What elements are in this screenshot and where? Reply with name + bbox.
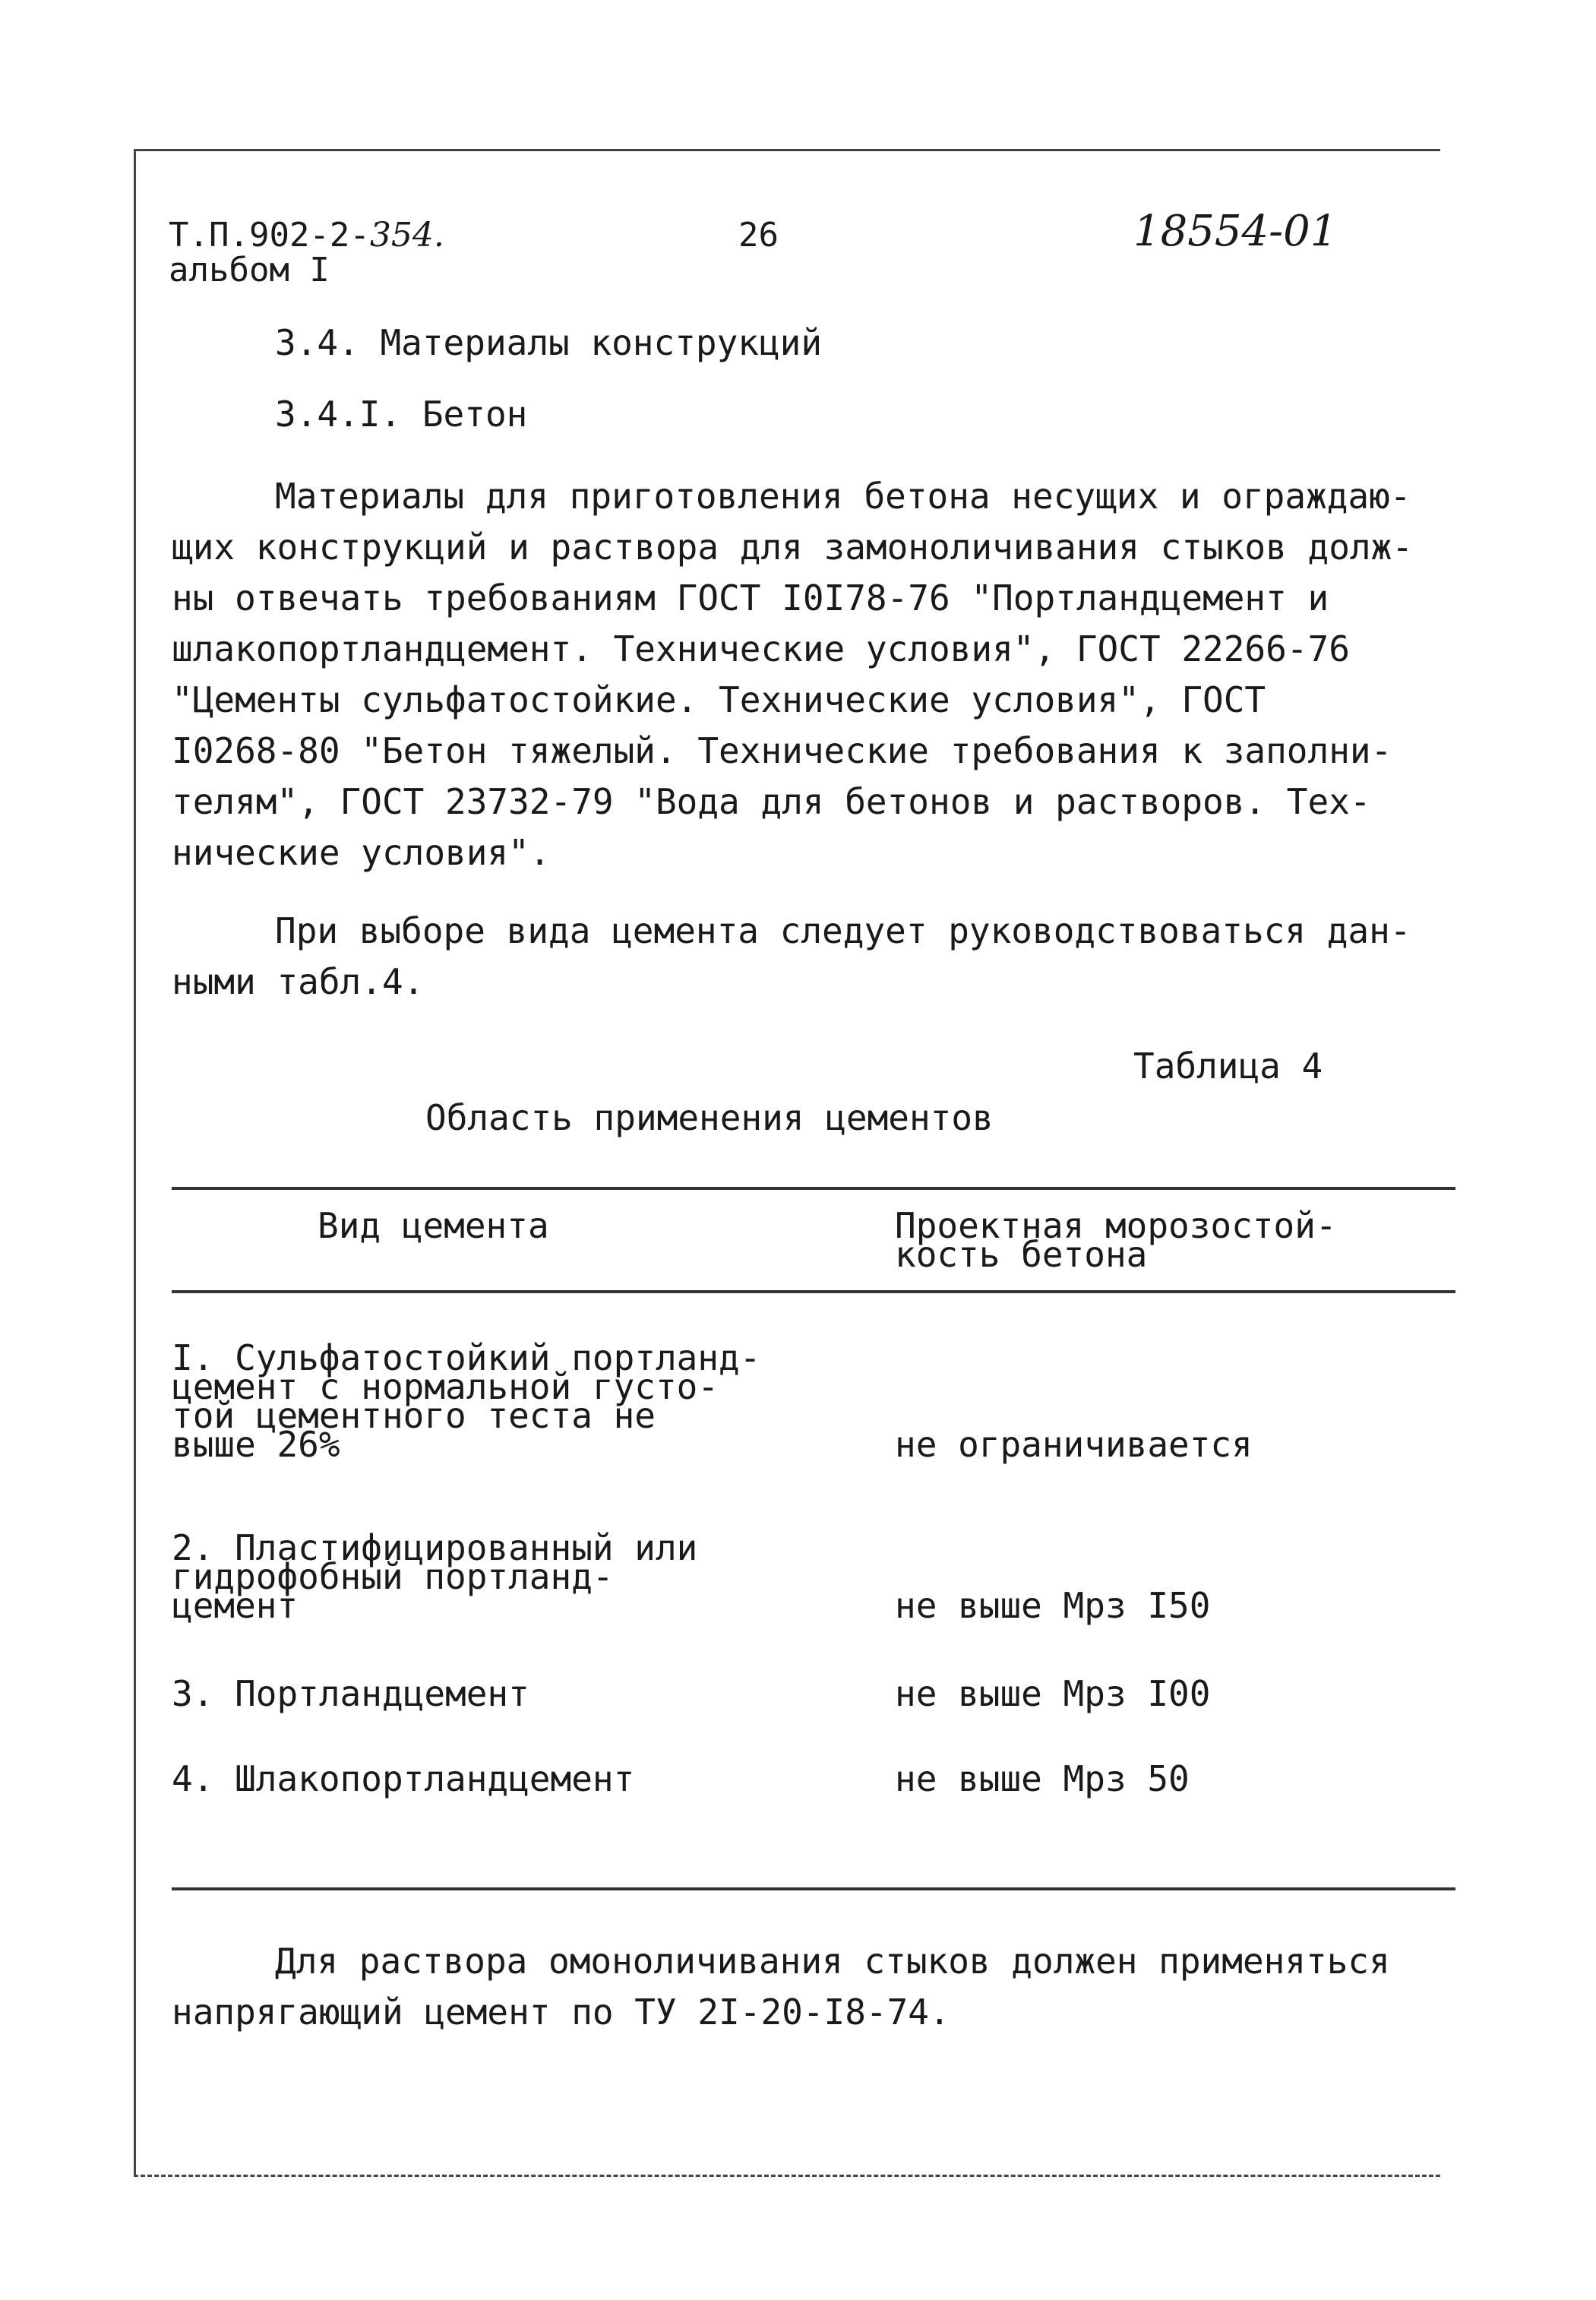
paragraph-line: нические условия". [172, 832, 551, 873]
paragraph-line: ными табл.4. [172, 961, 425, 1002]
frame-bottom-border [134, 2175, 1440, 2177]
table-top-rule [172, 1187, 1455, 1190]
table-header-rule [172, 1290, 1455, 1293]
table-row-frost-value: не выше Мрз I00 [895, 1673, 1211, 1714]
table-row-cement-type: I. Сульфатостойкий портланд- цемент с нормальной густо- той цементного теста не выше 26% [172, 1337, 761, 1465]
paragraph-line: Для раствора омоноличивания стыков должен применяться [275, 1941, 1390, 1982]
table-row-cement-type: 4. Шлакопортландцемент [172, 1758, 635, 1799]
paragraph-line: Материалы для приготовления бетона несущих и ограждаю- [275, 476, 1411, 517]
table-title: Область применения цементов [425, 1097, 994, 1138]
frame-left-border [134, 149, 136, 2176]
paragraph-line: При выборе вида цемента следует руководствоваться дан- [275, 910, 1411, 951]
paragraph-cement-choice [172, 906, 1455, 1008]
paragraph-line: ны отвечать требованиям ГОСТ I0I78-76 "Портландцемент и [172, 577, 1329, 619]
paragraph-line: щих конструкций и раствора для замоноличивания стыков долж- [172, 527, 1413, 568]
paragraph-line: телям", ГОСТ 23732-79 "Вода для бетонов и растворов. Тех- [172, 781, 1371, 822]
page-number: 26 [738, 216, 779, 255]
table-row-frost-value: не выше Мрз 50 [895, 1758, 1190, 1799]
section-title: 3.4. Материалы конструкций [275, 322, 823, 363]
paragraph-grout-cement [172, 1936, 1455, 2038]
column-header-cement-type: Вид цемента [318, 1205, 549, 1246]
table-row-frost-value: не ограничивается [895, 1424, 1253, 1465]
frame-top-border [134, 149, 1440, 151]
document-code-printed: Т.П.902-2- [169, 216, 370, 255]
subsection-title: 3.4.I. Бетон [275, 394, 528, 435]
paragraph-line: напрягающий цемент по ТУ 2I-20-I8-74. [172, 1992, 950, 2033]
column-header-frost-resistance: Проектная морозостой- кость бетона [895, 1205, 1337, 1275]
table-bottom-rule [172, 1887, 1455, 1890]
paragraph-line: I0268-80 "Бетон тяжелый. Технические требования к заполни- [172, 730, 1392, 771]
table-row-cement-type: 3. Портландцемент [172, 1673, 529, 1714]
document-code [169, 216, 444, 255]
paragraph-line: "Цементы сульфатостойкие. Технические условия", ГОСТ [172, 679, 1266, 720]
table-label: Таблица 4 [1133, 1046, 1323, 1087]
paragraph-materials [172, 471, 1455, 878]
album-label: альбом I [169, 251, 330, 289]
archive-number: 18554-01 [1133, 207, 1338, 256]
paragraph-line: шлакопортландцемент. Технические условия", ГОСТ 22266-76 [172, 628, 1350, 669]
document-code-handwritten: 354. [369, 216, 444, 255]
table-row-frost-value: не выше Мрз I50 [895, 1585, 1211, 1626]
table-row-cement-type: 2. Пластифицированный или гидрофобный портланд- цемент [172, 1527, 698, 1626]
